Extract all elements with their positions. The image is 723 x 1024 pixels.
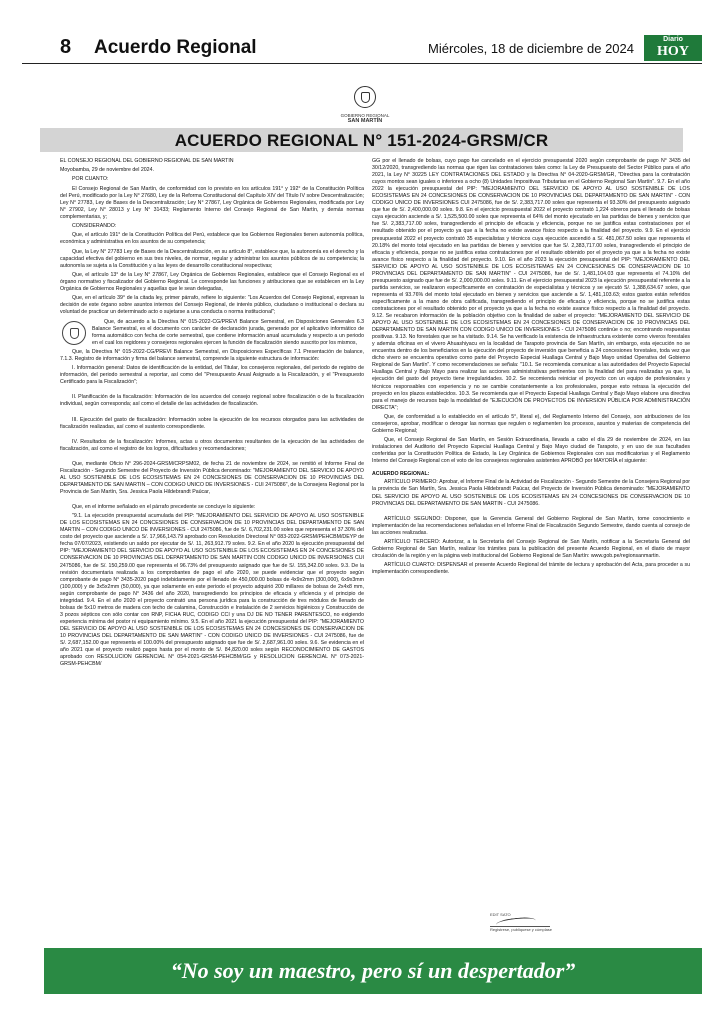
government-seal (320, 86, 410, 122)
article-3: ARTÍCULO TERCERO: Autorizar, a la Secretaría del Consejo Regional de San Martín, notificar a la Secretaría General del Gobierno Regional de San Martín, realizar los trámites para la publicación del presente Acuerdo Regional, en el diario de mayor circulación de la región y en la página web institucional del Gobierno Regional de San Martín: www.gob.pe/regionsanmartin. (372, 538, 690, 560)
footer-quote: “No soy un maestro, pero sí un despertador” (170, 958, 576, 983)
logo-name: HOY (657, 44, 689, 59)
paragraph: Que, en el artículo 39° de la citada ley, primer párrafo, refiere lo siguiente: "Los Acuerdos del Consejo Regional, expresan la decisión de este órgano sobre asuntos internos del Consejo Regional, de interés público, ciudadano o institucional o declara su voluntad de practicar un determinado acto o sujetarse a una conducta o norma institucional"; (60, 295, 364, 316)
list-item: III. Ejecución del gasto de fiscalización: Información sobre la ejecución de los recursos otorgados para las actividades de fiscalización realizadas, así como el sustento correspondiente. (60, 416, 364, 430)
signature-icon (490, 917, 550, 927)
signature-role: Registrese, publiquese y cúmplase (490, 927, 553, 932)
newspaper-logo (644, 35, 702, 61)
paragraph: "9.1. La ejecución presupuestal acumulada del PIP: "MEJORAMIENTO DEL SERVICIO DE APOYO AL USO SOSTENIBLE DE LOS ECOSISTEMAS EN 24 CONCESIONES DE CONSERVACION DE 10 PROVINCIAS DEL DEPARTAMENTO DE SAN MARTIN – CON CODIGO UNICO DE INVERSIONES - CUI 2475086, fue de S/. 6,702,231.00 soles que representa el 37.30% del costo del proyecto que asciende a S/. 17,966,143.79 aprobado con Resolución Directoral N° 083-2022-GRSM/PEHCBM/DEYP de fecha 07/07/2023, existiendo un saldo por ejecutar de S/. 11, 263,912.79 soles. 9.2. En el año 2020 la ejecución presupuestal del PIP: "MEJORAMIENTO DEL SERVICIO DE APOYO AL USO SOSTENIBLE DE LOS ECOSISTEMAS EN 24 CONCESIONES DE CONSERVACION DE 10 PROVINCIAS DEL DEPARTAMENTO DE SAN MARTIN CON CODIGO UNICO DE INVERSIONES CUI 2475086, fue de S/. 150,259.00 que representa el 96.73% del presupuesto asignado que fue de S/. 155,342.00 soles. 9.3. De la revisión documentaria realizada a los comprobantes de pago el año 2020, se puede evidenciar que el proyecto según comprobante de pago N° 3435-2020 pagó indebidamente por el llenado de 450,000.00 bolsas de 4x9x2mm (300,000), 6x9x3mm (100,000) y de 3x5x2mm (50,000), ya que solamente en este periodo el proyecto adquirió 200 millares de bolsas de 2x4x8 mm, según comprobante de pago N° 3436 del año 2020, transgrediendo los principios de eficacia y eficiencia y el principio de integridad. 9.4. En el año 2020 el proyecto contrató una persona jurídica para la construcción de tres módulos de llenado de bolsas de 5x10 metros de madera con techo de calamina, Construcción e Instalación de 2 servicios higiénicos y Construcción de 3 pozos sépticos con sólo contar con RNP, FICHA RUC, CODIGO CCI y una DJ DE NO TENER PARENTESCO, no exigiendo experiencia mínima del postor ni equipamiento mínimo. 9.5. En el año 2021 la ejecución presupuestal del PIP: "MEJORAMIENTO DEL SERVICIO DE APOYO AL USO SOSTENIBLE DE LOS ECOSISTEMAS EN 24 CONCESIONES DE CONSERVACION DE 10 PROVINCIAS DEL DEPARTAMENTO DE SAN MARTIN" - CON CODIGO UNICO DE INVERSIONES - CUI 2475086, fue de S/. 2,687,152.00 que representa el 100.00% del presupuesto asignado que fue de S/. 2,687,961.00 soles. 9.6. Se evidencia en el año 2021 que el proyecto realizó pagos hasta por el monto de S/. 84,820.00 soles según RECONOCIMIENTO DE GASTOS aprobado con RESOLUCION GERENCIAL N° 054-2021-GRSM-PEHCBM/GG y RESOLUCION GERENCIAL N° 073-2021-GRSM-PEHCBM/ (60, 513, 364, 668)
publication-date: Miércoles, 18 de diciembre de 2024 (428, 41, 634, 56)
acuerdo-heading: ACUERDO REGIONAL: (372, 471, 430, 478)
notary-seal-icon (62, 321, 86, 345)
place-date: Moyobamba, 29 de noviembre del 2024. (60, 167, 154, 174)
signature-block (490, 912, 610, 936)
paragraph: Que, en el informe señalado en el párrafo precedente se concluye lo siguiente: (72, 503, 256, 510)
page-number: 8 (60, 36, 72, 58)
article-1: ARTÍCULO PRIMERO: Aprobar, el Informe Final de la Actividad de Fiscalización - Segundo Semestre de la Consejera Regional por la provincia de San Martín, Sra. Jessica Paola Hildebrandt Paúcar, del Proyecto de Inversión Pública denominado: "MEJORAMIENTO DEL SERVICIO DE APOYO AL USO SOSTENIBLE DE LOS ECOSISTEMAS EN 24 CONCESIONES DE CONSERVACION DE 10 PROVINCIAS DEL DEPARTAMENTO DE SAN MARTIN - CUI 2475086. (372, 479, 690, 507)
paragraph: Que, de conformidad a lo establecido en el artículo 5°, literal e), del Reglamento Interno del Consejo, son atribuciones de los consejeros, aprobar, modificar o derogar las normas que regulen o reglamenten los procesos, asuntos y materias de competencia del Gobierno Regional; (372, 413, 690, 434)
signature-name: EDIT SATO (490, 912, 511, 917)
por-cuanto: POR CUANTO: (72, 176, 109, 183)
paragraph: Que, mediante Oficio N° 296-2024-GRSM/CRPSM02, de fecha 21 de noviembre de 2024, se remitió el Informe Final de Fiscalización - Segundo Semestre del Proyecto de Inversión Pública denominado: "MEJORAMIENTO DEL SERVICIO DE APOYO AL USO SOSTENIBLE DE LOS ECOSISTEMAS EN 24 CONCESIONES DE CONSERVACION DE 10 PROVINCIAS DEL DEPARTAMENTO DE SAN MARTIN – CON CODIGO UNICO DE INVERSIONES - CUI 2475086", de la Consejera Regional por la Provincia de San Martín, Sra. Jessica Paola Hildebrandt Paúcar, (60, 460, 364, 495)
paragraph: GG por el llenado de bolsas, cuyo pago fue cancelado en el ejercicio presupuestal 2020 según comprobante de pago N° 3435 del 30/12/2020, transgrediendo las normas que rigen las contrataciones tales como: la Ley de Presupuesto del Sector Público para el año 2021, la Ley N° 30225 LEY CONTRATACIONES DEL ESTADO y la Directiva N° 04-2020-GRSM/GR, "Directiva para la contratación cuyos montos sean iguales o inferiores a ocho (8) Unidades Impositivas Tributarias en el Gobierno Regional San Martín". 9.7. En el año 2022 la ejecución presupuestal del PIP: "MEJORAMIENTO DEL SERVICIO DE APOYO AL USO SOSTENIBLE DE LOS ECOSISTEMAS EN 24 CONCESIONES DE CONSERVACION DE 10 PROVINCIAS DEL DEPARTAMENTO DE SAN MARTIN" - CON CODIGO UNICO DE INVERSIONES CUI 2475086, fue de S/. 2,383,717.00 soles que representa el 93.30% del presupuesto asignado que fue de S/. 2,400,000.00 soles. 9.8. En el ejercicio presupuestal 2022 el proyecto contrató 1,224 obreros para el llenado de bolsas cuya ejecución asciende a S/. 1,525,500.00 soles que representa el 64% del monto ejecutado en las partidas de bienes y servicios que fue S/. 2,383,717.00 soles, transgrediendo el principio de eficacia y eficiencia, porque no se justifica estas contrataciones por el resultado obtenido por el proyecto ya que a la fecha no existe avance físico respecto a la finalidad del proyecto. 9.9. En el ejercicio presupuestal 2022 el proyecto contrató 35 especialistas y técnicos cuya ejecución ascendió a S/. 481,067.50 soles que representa el 20.18% del monto total ejecutado en las partidas de bienes y servicios que fue S/. 2,383,717.00 soles, transgrediendo el principio de eficacia y eficiencia, porque no se justifica estas contrataciones por el resultado obtenido por el proyecto ya que a la fecha no existe avance físico respecto a la finalidad del proyecto. 9.10. En el año 2023 la ejecución presupuestal del PIP: "MEJORAMIENTO DEL SERVICIO DE APOYO AL USO SOSTENIBLE DE LOS ECOSISTEMAS EN 24 CONCESIONES DE CONSERVACION DE 10 PROVINCIAS DEL DEPARTAMENTO DE SAN MARTIN" - CUI 2475086, fue de S/. 1,481,104.03 que representa el 74.10% del presupuesto asignado que fue de S/. 2,000,000.00 soles. 9.11. En el ejercicio presupuestal 2023 la ejecución presupuestal referente a la partida servicios, se realizaron específicamente en contratación de especialistas y técnicos y se ejecutó S/. 1,388,634.67 soles, que representa el 93.76% del monto total ejecutado en bienes y servicios que asciende a S/. 1,481,103.63; estos gastos están referidos específicamente a la mano de obra calificada, transgrediendo el principio de eficacia y eficiencia, porque no se justifica estas contrataciones por el resultado obtenido por el proyecto ya que a la fecha no existe avance físico respecto a la finalidad del proyecto. 9.12. Se recabaron información de la población objetivo con la finalidad de saber el proyecto: "MEJORAMIENTO DEL SERVICIO DE APOYO AL USO SOSTENIBLE DE LOS ECOSISTEMAS EN 24 CONCESIONES DE CONSERVACION DE 10 PROVINCIAS DEL DEPARTAMENTO DE SAN MARTIN CON CODIGO UNICO DE INVERSIONES - CUI 2475086 continúe o no; encontrando respuestas positivas. 9.13. No forestales que se ha visitado. 9.14. Se ha verificado la existencia de infraestructura existente como viveros forestales y además oficinas en el vivero Ahuashiyacu en la localidad de Tarapoto provincia de San Martín, sin embargo, esta ejecución no se encuentra dentro de los beneficiarios en la ejecución del proyecto de inversión que beneficia a 24 concesiones forestales, toda vez que dicho vivero se encuentra operativo como parte del Proyecto Especial Huallaga Central y Bajo Mayo unidad Operativa del Gobierno Regional de San Martín". Y como recomendaciones se señala: "10.1. Se recomienda comunicar a las autoridades del Proyecto Especial Huallaga Central y Bajo Mayo para realizar las acciones administrativas pertinentes con la finalidad del para realizadas ya que, la ejecución del gasto del proyecto tiene irregularidades. 10.2. Se recomienda reiniciar el proyecto con un equipo de profesionales y técnicos responsables con experiencia y no se cambie constantemente a los profesionales, porque esto retrasa la ejecución del proyecto en los plazos establecidos. 10.3. Se recomienda que el Proyecto Especial Huallaga Central y Bajo Mayo elabore una directiva para el manejo de recursos bajo la modalidad de "EJECUCIÓN DE PROYECTOS DE INVERSION PÚBLICA POR ADMINISTRACIÓN DIRECTA"; (372, 158, 690, 411)
paragraph: Que, el Consejo Regional de San Martín, en Sesión Extraordinaria, llevada a cabo el día 29 de noviembre de 2024, en las instalaciones del Auditorio del Proyecto Especial Huallaga Central y Bajo Mayo ciudad de Tarapoto, y en uso de sus facultades conferidas por la Constitución Política de Estado, la Ley Orgánica de Gobiernos Regionales con sus modificatorias y el Reglamento Interno del Consejo Regional con el voto de los consejeros regionales asistentes APROBÓ por MAYORÍA el siguiente: (372, 437, 690, 465)
list-item: I. Información general: Datos de identificación de la entidad, del Titular, los consejeros regionales, del periodo de registro de información, del periodo semestral a reportar, así como del "Presupuesto Anual Asignado a la Fiscalización, y el "Presupuesto Certificado para la Fiscalización"; (60, 365, 364, 386)
logo-top-text: Diario (663, 36, 683, 43)
footer-banner (44, 948, 702, 994)
paragraph: El Consejo Regional de San Martín, de conformidad con lo previsto en los artículos 191° y 192° de la Constitución Política del Perú, modificado por la Ley N° 27680, Ley de la Reforma Constitucional del Capítulo XIV del Título IV sobre Descentralización; Ley N° 27783, Ley de Bases de la Descentralización; Ley N° 27867, Ley Orgánica de Gobiernos Regionales, modificada por Ley N° 27902, Ley N° 28013 y Ley N° 31433; Reglamento Interno del Consejo Regional de San Martín, y demás normas complementarias, y; (60, 185, 364, 220)
list-item: II. Planificación de la fiscalización: Información de los acuerdos del consejo regional sobre fiscalización o de la fiscalización individual, según corresponda; así como el detalle de las actividades de fiscalización. (60, 394, 364, 408)
paragraph: Que, el artículo 13° de la Ley N° 27867, Ley Orgánica de Gobiernos Regionales, establece que el Consejo Regional es el órgano normativo y fiscalizador del Gobierno Regional. Le corresponde las funciones y atribuciones que se establecen en la Ley Orgánica de Gobiernos Regionales y aquellas que le sean delegadas, (60, 271, 364, 293)
page-header (22, 34, 702, 64)
right-column (372, 158, 690, 910)
paragraph: Que, de acuerdo a la Directiva N° 015-2022-CG/PREVI Balance Semestral, en Disposiciones Generales 6.3 Balance Semestral, es el documento con carácter de declaración jurada, generado por el aplicativo informático de forma automático con fecha de corte semestral, que contiene información anual acumulada y respecto a un periodo en el cual los regidores y consejeros regionales ejercen la función de fiscalización siendo suscrito por los mismos, (92, 318, 364, 346)
paragraph: Que, el artículo 191° de la Constitución Política del Perú, establece que los Gobiernos Regionales tienen autonomía política, económica y administrativa en los asuntos de su competencia; (60, 232, 364, 246)
issuer: EL CONSEJO REGIONAL DEL GOBIERNO REGIONAL DE SAN MARTÍN (60, 158, 234, 164)
document-title: ACUERDO REGIONAL N° 151-2024-GRSM/CR (40, 128, 683, 152)
left-column (60, 158, 364, 910)
paragraph: Que, la Directiva N° 015-2022-CG/PREVI Balance Semestral, en Disposiciones Específicas 7.1 Presentación de balance, 7.1.3. Registro de información y firma del balance semestral, comprende la siguiente estructura de información: (60, 349, 364, 363)
coat-of-arms-icon (354, 86, 376, 108)
list-item: IV. Resultados de la fiscalización: Informes, actas u otros documentos resultantes de la ejecución de las actividades de fiscalización, así como el registro de los logros, dificultades y recomendaciones; (60, 438, 364, 452)
paragraph: Que, la Ley N° 27783 Ley de Bases de la Descentralización, en su artículo 8°, establece que, la autonomía es el derecho y la capacidad efectiva del gobierno en sus tres niveles, de normar, regular y administrar los asuntos públicos de su competencia; la autonomía se sujeta a la Constitución y a las leyes de desarrollo constitucional respectivas; (60, 248, 364, 269)
article-4: ARTÍCULO CUARTO: DISPENSAR el presente Acuerdo Regional del trámite de lectura y aprobación del Acta, para proceder a su implementación correspondiente. (372, 562, 690, 576)
section-title: Acuerdo Regional (94, 37, 257, 58)
article-2: ARTÍCULO SEGUNDO: Disponer, que la Gerencia General del Gobierno Regional de San Martín, tome conocimiento e implementación de las recomendaciones señaladas en el Informe Final de Fiscalización Segundo Semestre, dando cuenta al consejo de las acciones realizadas. (372, 515, 690, 536)
seal-line-2: SAN MARTÍN (347, 118, 383, 124)
considerando: CONSIDERANDO: (72, 223, 117, 230)
seal-line-1: GOBIERNO REGIONAL (340, 113, 390, 118)
